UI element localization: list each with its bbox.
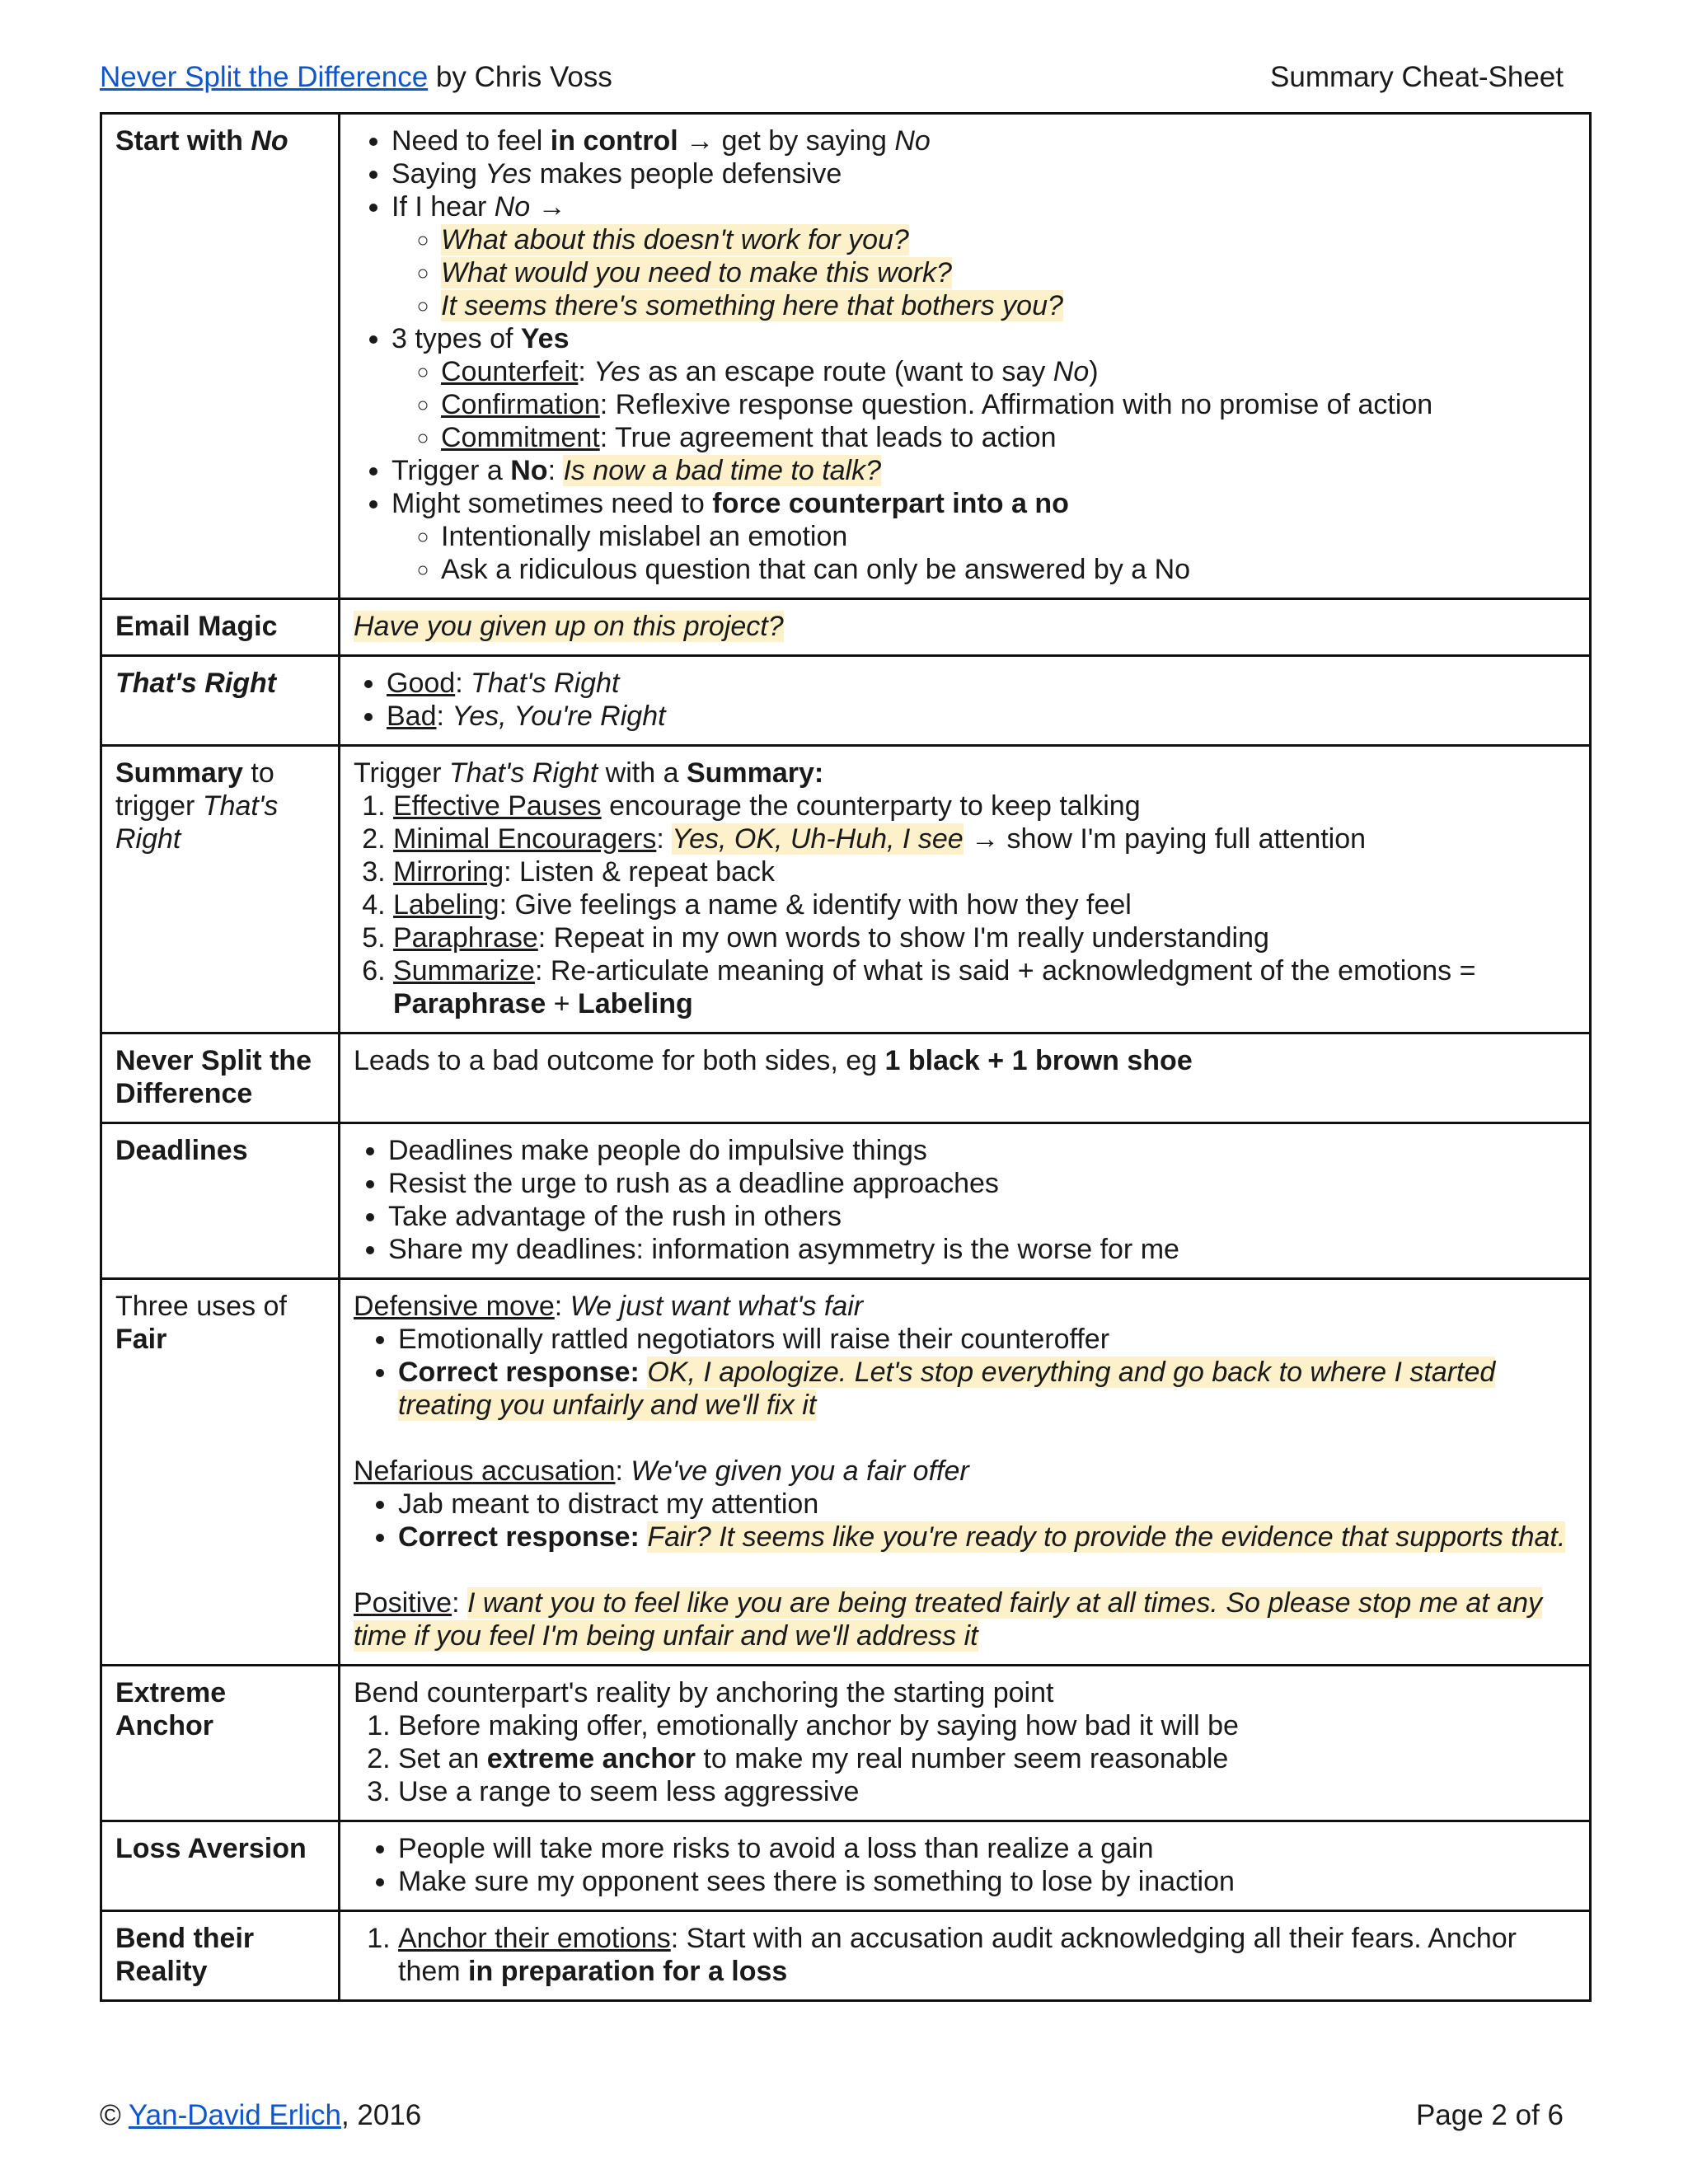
row-label: Three uses of Fair (101, 1279, 340, 1666)
table-row (101, 599, 1591, 656)
list-item: • Jab meant to distract my attention (398, 1488, 1578, 1521)
email-magic-text: Have you given up on this project? (354, 611, 784, 642)
author-link[interactable]: Yan-David Erlich (128, 2099, 341, 2131)
list-item: 1. Effective Pauses encourage the counterparty to keep talking (393, 790, 1578, 823)
list-item: • Might sometimes need to force counterpart into a no ◦ Intentionally mislabel an emotion ◦ Ask a ridiculous question that can only be answered by a No (392, 487, 1578, 586)
list-item: • If I hear No → ◦ What about this doesn't work for you? ◦ What would you need to make this work? ◦ It seems there's something here that bothers you? (392, 190, 1578, 322)
list-item: 4. Labeling: Give feelings a name & identify with how they feel (393, 888, 1578, 921)
list-item: 1. Before making offer, emotionally anchor by saying how bad it will be (398, 1709, 1578, 1742)
list-item: • People will take more risks to avoid a loss than realize a gain (398, 1832, 1578, 1865)
list-item: 3. Use a range to seem less aggressive (398, 1775, 1578, 1808)
list-item: 6. Summarize: Re-articulate meaning of what is said + acknowledgment of the emotions = Paraphrase + Labeling (393, 954, 1578, 1020)
anchor-intro: Bend counterpart's reality by anchoring the starting point (354, 1677, 1054, 1708)
table-row (101, 1033, 1591, 1123)
list-item: • Emotionally rattled negotiators will raise their counteroffer (398, 1323, 1578, 1356)
label-text: Start with (115, 125, 251, 157)
row-content (340, 114, 1591, 599)
list-item: • Deadlines make people do impulsive things (388, 1134, 1578, 1167)
list-item: 3. Mirroring: Listen & repeat back (393, 855, 1578, 888)
cheat-sheet-table (100, 112, 1592, 2002)
book-author: by Chris Voss (428, 61, 612, 93)
row-label (101, 114, 340, 599)
summary-intro: Trigger That's Right with a Summary: (354, 757, 824, 789)
list-item: • Correct response: OK, I apologize. Let's stop everything and go back to where I started treating you unfairly and we'll fix it (398, 1356, 1578, 1422)
header-right: Summary Cheat-Sheet (1270, 61, 1564, 93)
list-item: 2. Set an extreme anchor to make my real number seem reasonable (398, 1742, 1578, 1775)
row-content (340, 599, 1591, 656)
row-content (340, 1279, 1591, 1666)
list-item: • Saying Yes makes people defensive (392, 157, 1578, 190)
row-label: Summary to trigger That's Right (101, 746, 340, 1033)
table-row (101, 746, 1591, 1033)
page-footer (100, 2097, 1564, 2139)
row-label: Never Split the Difference (101, 1033, 340, 1123)
row-label: Deadlines (101, 1123, 340, 1279)
row-content (340, 1666, 1591, 1821)
label-text: No (251, 125, 288, 157)
defensive-move: Defensive move: We just want what's fair (354, 1291, 864, 1322)
row-content (340, 1911, 1591, 2001)
page-header (100, 59, 1564, 101)
row-content: Leads to a bad outcome for both sides, eg 1 black + 1 brown shoe (340, 1033, 1591, 1123)
list-item: 1. Anchor their emotions: Start with an accusation audit acknowledging all their fears. Anchor them in preparation for a loss (398, 1922, 1578, 1988)
positive-use: Positive: I want you to feel like you are being treated fairly at all times. So please stop me at any time if you feel I'm being unfair and we'll address it (354, 1587, 1543, 1652)
list-item: ◦ Commitment: True agreement that leads to action (441, 421, 1578, 454)
list-item: ◦ What would you need to make this work? (441, 256, 1578, 289)
list-item: ◦ Intentionally mislabel an emotion (441, 520, 1578, 553)
row-content (340, 746, 1591, 1033)
row-label: Extreme Anchor (101, 1666, 340, 1821)
list-item: • Correct response: Fair? It seems like you're ready to provide the evidence that supports that. (398, 1521, 1578, 1554)
table-row (101, 1123, 1591, 1279)
table-row (101, 1666, 1591, 1821)
row-label: Bend their Reality (101, 1911, 340, 2001)
footer-left (100, 2097, 421, 2134)
row-label: That's Right (101, 656, 340, 746)
table-row (101, 114, 1591, 599)
nefarious-accusation: Nefarious accusation: We've given you a fair offer (354, 1455, 969, 1487)
row-content (340, 656, 1591, 746)
list-item: ◦ Counterfeit: Yes as an escape route (want to say No) (441, 355, 1578, 388)
list-item: • Take advantage of the rush in others (388, 1200, 1578, 1233)
list-item: ◦ Ask a ridiculous question that can only be answered by a No (441, 553, 1578, 586)
list-item: ◦ It seems there's something here that bothers you? (441, 289, 1578, 322)
table-row (101, 1279, 1591, 1666)
list-item: • Bad: Yes, You're Right (387, 700, 1578, 733)
copyright-year: , 2016 (340, 2099, 422, 2131)
list-item: • Share my deadlines: information asymmetry is the worse for me (388, 1233, 1578, 1266)
list-item: • Make sure my opponent sees there is something to lose by inaction (398, 1865, 1578, 1898)
book-title-link[interactable]: Never Split the Difference (100, 61, 429, 93)
table-row (101, 656, 1591, 746)
row-label: Loss Aversion (101, 1821, 340, 1911)
list-item: • 3 types of Yes ◦ Counterfeit: Yes as an escape route (want to say No) ◦ Confirmation: Reflexive response question. Affirmation with no promise of action ◦ Commitment: True agreement that leads to action (392, 322, 1578, 454)
list-item: ◦ What about this doesn't work for you? (441, 223, 1578, 256)
list-item: • Resist the urge to rush as a deadline approaches (388, 1167, 1578, 1200)
page-number: Page 2 of 6 (1415, 2099, 1564, 2131)
list-item: • Need to feel in control → get by saying No (392, 124, 1578, 157)
header-left (100, 59, 612, 96)
row-content (340, 1123, 1591, 1279)
list-item: 5. Paraphrase: Repeat in my own words to show I'm really understanding (393, 921, 1578, 954)
list-item: • Good: That's Right (387, 667, 1578, 700)
table-row (101, 1911, 1591, 2001)
list-item: • Trigger a No: Is now a bad time to talk? (392, 454, 1578, 487)
list-item: 2. Minimal Encouragers: Yes, OK, Uh-Huh, I see → show I'm paying full attention (393, 823, 1578, 855)
copyright-symbol: © (100, 2099, 129, 2131)
row-content (340, 1821, 1591, 1911)
table-row (101, 1821, 1591, 1911)
list-item: ◦ Confirmation: Reflexive response question. Affirmation with no promise of action (441, 388, 1578, 421)
row-label: Email Magic (101, 599, 340, 656)
